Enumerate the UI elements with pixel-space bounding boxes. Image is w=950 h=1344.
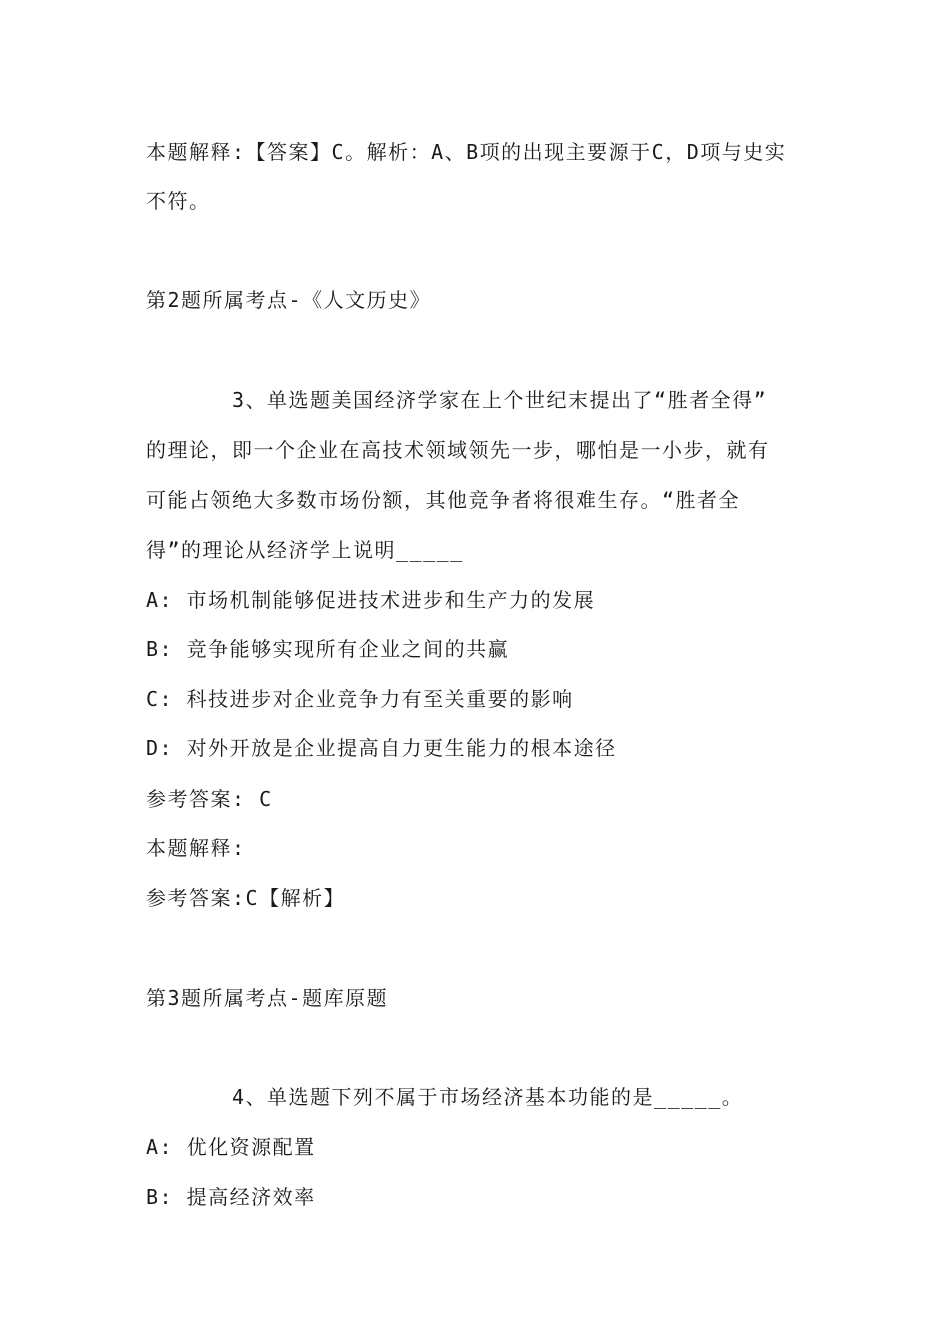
- q3-stem-line-2: 的理论，即一个企业在高技术领域领先一步，哪怕是一小步，就有: [146, 438, 770, 462]
- q4-option-b: B: 提高经济效率: [146, 1185, 316, 1209]
- q3-option-d: D: 对外开放是企业提高自力更生能力的根本途径: [146, 736, 617, 760]
- q4-option-a: A: 优化资源配置: [146, 1135, 316, 1159]
- prev-explanation-line-2: 不符。: [146, 189, 211, 213]
- q3-option-b: B: 竞争能够实现所有企业之间的共赢: [146, 637, 510, 661]
- q3-knowledge-point: 第3题所属考点-题库原题: [146, 986, 389, 1010]
- q3-stem-line-3: 可能占领绝大多数市场份额，其他竞争者将很难生存。“胜者全: [146, 488, 741, 512]
- q3-explanation-text: 参考答案:C【解析】: [146, 886, 346, 910]
- q3-option-c: C: 科技进步对企业竞争力有至关重要的影响: [146, 687, 574, 711]
- q3-answer: 参考答案: C: [146, 787, 273, 811]
- q3-option-a: A: 市场机制能够促进技术进步和生产力的发展: [146, 588, 596, 612]
- q3-stem-line-4: 得”的理论从经济学上说明_____: [146, 538, 464, 562]
- q3-explanation-label: 本题解释:: [146, 836, 246, 860]
- q4-stem: 4、单选题下列不属于市场经济基本功能的是_____。: [232, 1085, 744, 1109]
- prev-explanation-line-1: 本题解释:【答案】C。解析：A、B项的出现主要源于C，D项与史实: [146, 140, 787, 164]
- q2-knowledge-point: 第2题所属考点-《人文历史》: [146, 288, 432, 312]
- q3-stem-line-1: 3、单选题美国经济学家在上个世纪末提出了“胜者全得”: [232, 388, 768, 412]
